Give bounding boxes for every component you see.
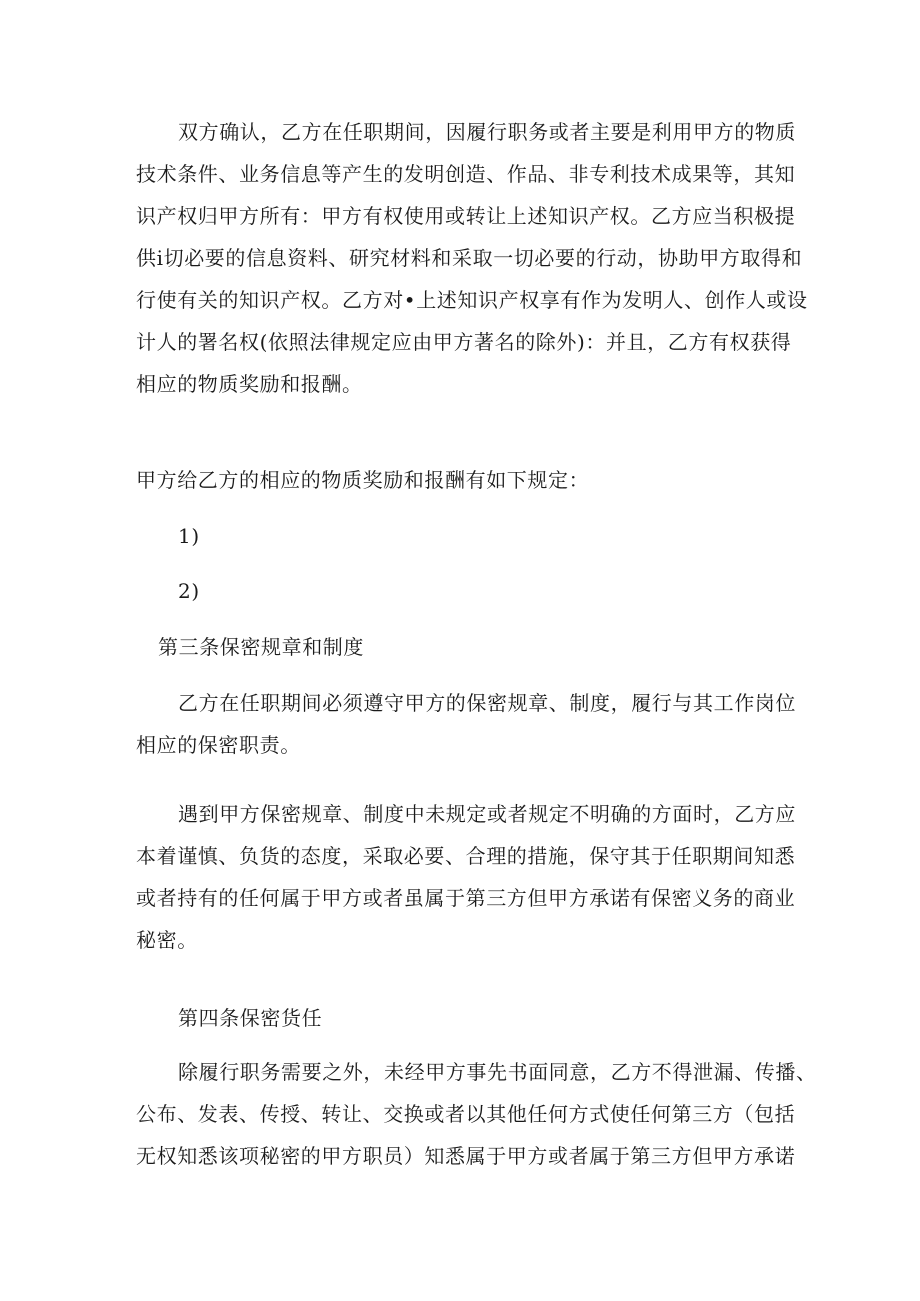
heading-text: 第三条保密规章和制度 — [158, 635, 364, 659]
paragraph-confidentiality-rules — [136, 682, 796, 766]
paragraph-line: 识产权归甲方所有：甲方有权使用或转让上述知识产权。乙方应当积极提 — [136, 204, 796, 228]
list-item-label: 1) — [178, 524, 200, 548]
paragraph-reward-rules — [136, 459, 796, 501]
paragraph-line: 技术条件、业务信息等产生的发明创造、作品、非专利技术成果等，其知 — [136, 162, 796, 186]
paragraph-line: 相应的物质奖励和报酬。 — [136, 372, 363, 396]
list-item-2 — [136, 570, 796, 612]
paragraph-line: 计人的署名权(依照法律规定应由甲方著名的除外)：并且，乙方有权获得 — [136, 330, 792, 354]
article-4-heading — [136, 997, 796, 1039]
paragraph-unspecified-cases — [136, 793, 796, 961]
list-item-1 — [136, 515, 796, 557]
paragraph-line: 甲方给乙方的相应的物质奖励和报酬有如下规定： — [136, 468, 590, 492]
paragraph-line: 无权知悉该项秘密的甲方职员）知悉属于甲方或者属于第三方但甲方承诺 — [136, 1144, 796, 1168]
list-item-label: 2) — [178, 579, 200, 603]
heading-text: 第四条保密货任 — [178, 1006, 323, 1030]
paragraph-line: 乙方在任职期间必须遵守甲方的保密规章、制度，履行与其工作岗位 — [178, 691, 796, 715]
paragraph-line: 秘密。 — [136, 928, 198, 952]
paragraph-line: 或者持有的任何属于甲方或者虽属于第三方但甲方承诺有保密义务的商业 — [136, 886, 796, 910]
paragraph-line: 行使有关的知识产权。乙方对•上述知识产权享有作为发明人、创作人或设 — [136, 288, 808, 312]
paragraph-ip-ownership — [136, 111, 808, 405]
paragraph-line: 供i切必要的信息资料、研究材料和采取一切必要的行动，协助甲方取得和 — [136, 246, 803, 270]
paragraph-line: 公布、发表、传授、转让、交换或者以其他任何方式使任何第三方（包括 — [136, 1102, 796, 1126]
paragraph-non-disclosure — [136, 1051, 817, 1177]
paragraph-line: 本着谨慎、负货的态度，采取必要、合理的措施，保守其于任职期间知悉 — [136, 844, 796, 868]
paragraph-line: 除履行职务需要之外，未经甲方事先书面同意，乙方不得泄漏、传播、 — [178, 1060, 817, 1084]
paragraph-line: 双方确认，乙方在任职期间，因履行职务或者主要是利用甲方的物质 — [178, 120, 796, 144]
paragraph-line: 相应的保密职责。 — [136, 733, 301, 757]
paragraph-line: 遇到甲方保密规章、制度中未规定或者规定不明确的方面时，乙方应 — [178, 802, 796, 826]
article-3-heading — [136, 626, 796, 668]
